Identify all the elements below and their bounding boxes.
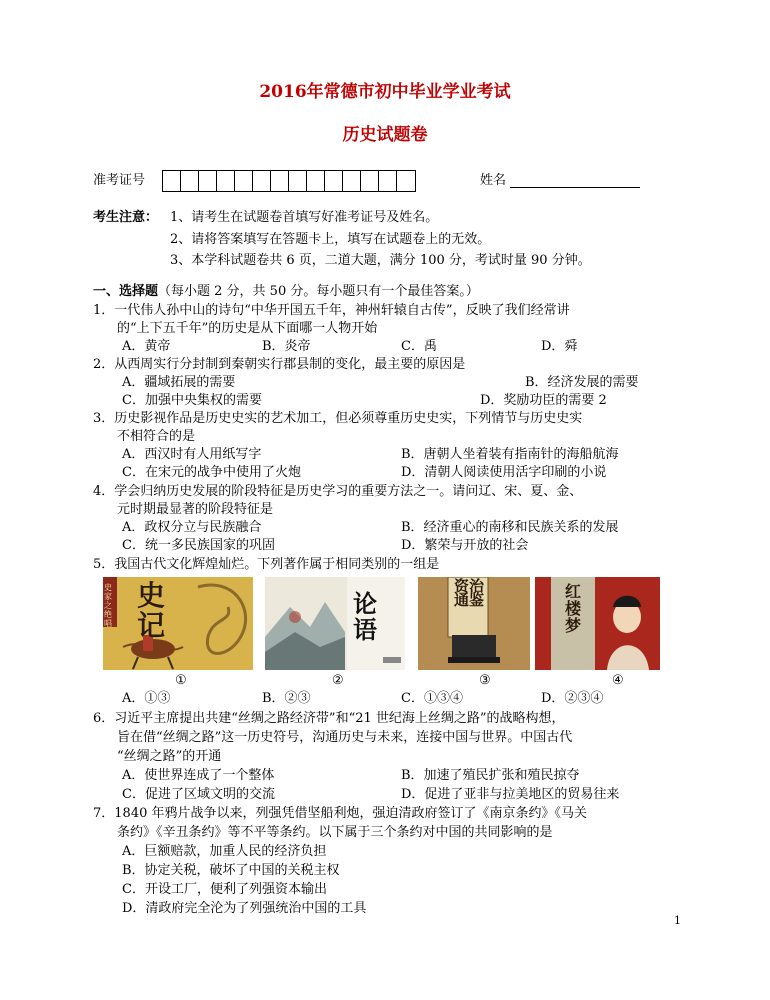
lunyu-title: 论语: [353, 589, 377, 644]
id-digit-cell[interactable]: [181, 171, 199, 191]
option-c: C．禹: [401, 339, 437, 354]
zizhitongjian-title: 资治通鉴: [454, 577, 485, 609]
option-a: A．政权分立与民族融合: [122, 520, 262, 535]
option-d: D．舜: [541, 339, 578, 354]
option-b: B．经济重心的南移和民族关系的发展: [401, 520, 619, 535]
id-digit-cell[interactable]: [379, 171, 397, 191]
book-cover-shiji: [103, 577, 253, 670]
hongloumeng-illustration: [535, 577, 660, 670]
image-caption: ①: [175, 673, 187, 688]
option-c: C．开设工厂，便利了列强资本输出: [122, 882, 327, 897]
id-digit-cell[interactable]: [397, 171, 415, 191]
book-cover-zizhitongjian: [418, 577, 530, 670]
id-digit-cell[interactable]: [307, 171, 325, 191]
option-b: B．炎帝: [262, 339, 311, 354]
option-c: C．在宋元的战争中使用了火炮: [122, 465, 301, 480]
notice-label: 考生注意：: [93, 210, 159, 225]
name-label: 姓名: [480, 173, 507, 188]
hongloumeng-title: 红楼梦: [565, 582, 582, 635]
option-c: C．加强中央集权的需要: [122, 393, 262, 408]
notice-item: 3、本学科试题卷共 6 页，二道大题，满分 100 分，考试时量 90 分钟。: [170, 253, 591, 268]
option-c: C．促进了区域文明的交流: [122, 787, 275, 802]
option-b: B．加速了殖民扩张和殖民掠夺: [401, 768, 580, 783]
id-digit-cell[interactable]: [361, 171, 379, 191]
option-d: D．繁荣与开放的社会: [401, 538, 529, 553]
id-digit-cell[interactable]: [163, 171, 181, 191]
image-caption: ③: [479, 673, 491, 688]
question-stem: 2．从西周实行分封制到秦朝实行郡县制的变化，最主要的原因是: [93, 357, 466, 372]
option-a: A．巨额赔款，加重人民的经济负担: [122, 844, 327, 859]
option-d: D．促进了亚非与拉美地区的贸易往来: [401, 787, 620, 802]
question-stem: “丝绸之路”的开通: [117, 749, 222, 764]
option-a: A．①③: [122, 691, 171, 706]
notice-item: 2、请将答案填写在答题卡上，填写在试题卷上的无效。: [170, 232, 491, 247]
question-stem: 条约》《辛丑条约》等不平等条约。以下属于三个条约对中国的共同影响的是: [117, 825, 553, 840]
id-digit-cell[interactable]: [217, 171, 235, 191]
option-d: D．清朝人阅读使用活字印刷的小说: [401, 465, 607, 480]
question-stem: 不相符合的是: [117, 429, 196, 444]
option-b: B．②③: [262, 691, 311, 706]
id-label: 准考证号: [93, 173, 146, 188]
id-digit-cell[interactable]: [289, 171, 307, 191]
question-stem: 旨在借“丝绸之路”这一历史符号，沟通历史与未来，连接中国与世界。中国古代: [117, 730, 573, 745]
option-b: B．协定关税，破坏了中国的关税主权: [122, 863, 340, 878]
question-stem: 的“上下五千年”的历史是从下面哪一人物开始: [117, 321, 378, 336]
question-stem: 元时期最显著的阶段特征是: [117, 502, 274, 517]
option-c: C．统一多民族国家的巩固: [122, 538, 275, 553]
section-description: （每小题 2 分，共 50 分。每小题只有一个最佳答案。）: [158, 284, 479, 299]
option-b: B．唐朝人坐着装有指南针的海船航海: [401, 447, 619, 462]
section-heading: 一、选择题: [93, 284, 159, 299]
id-digit-cell[interactable]: [235, 171, 253, 191]
question-stem: 5．我国古代文化辉煌灿烂。下列著作属于相同类别的一组是: [93, 557, 440, 572]
option-a: A．黄帝: [122, 339, 171, 354]
id-digit-cell[interactable]: [325, 171, 343, 191]
question-stem: 4．学会归纳历史发展的阶段特征是历史学习的重要方法之一。请问辽、宋、夏、金、: [93, 484, 583, 499]
lunyu-illustration: [265, 577, 405, 670]
question-stem: 6．习近平主席提出共建“丝绸之路经济带”和“21 世纪海上丝绸之路”的战略构想，: [93, 711, 565, 726]
page-number: 1: [674, 914, 681, 927]
id-number-grid[interactable]: [162, 170, 416, 192]
exam-subtitle: 历史试题卷: [342, 125, 428, 145]
book-cover-hongloumeng: [535, 577, 660, 670]
id-digit-cell[interactable]: [271, 171, 289, 191]
shiji-illustration: [103, 577, 253, 670]
option-d: D．②③④: [541, 691, 604, 706]
question-stem: 3．历史影视作品是历史史实的艺术加工，但必须尊重历史史实，下列情节与历史史实: [93, 411, 583, 426]
image-caption: ②: [332, 673, 344, 688]
book-cover-lunyu: [265, 577, 405, 670]
id-digit-cell[interactable]: [199, 171, 217, 191]
image-caption: ④: [612, 673, 624, 688]
shiji-side-text: 史家之绝唱: [104, 583, 112, 628]
question-stem: 1．一代伟人孙中山的诗句“中华开国五千年，神州轩辕自古传”，反映了我们经常讲: [93, 303, 570, 318]
option-d: D．清政府完全沦为了列强统治中国的工具: [122, 901, 367, 916]
option-a: A．使世界连成了一个整体: [122, 768, 275, 783]
option-a: A．西汉时有人用纸写字: [122, 447, 262, 462]
id-digit-cell[interactable]: [343, 171, 361, 191]
option-a: A．疆域拓展的需要: [122, 375, 236, 390]
shiji-title: 史记: [137, 579, 166, 642]
name-blank-line[interactable]: [510, 187, 640, 188]
question-stem: 7．1840 年鸦片战争以来，列强凭借坚船利炮，强迫清政府签订了《南京条约》《马关: [93, 806, 587, 821]
option-c: C．①③④: [401, 691, 463, 706]
exam-title: 2016年常德市初中毕业学业考试: [259, 82, 511, 102]
id-digit-cell[interactable]: [253, 171, 271, 191]
section-heading-block: [93, 283, 479, 301]
notice-item: 1、请考生在试题卷首填写好准考证号及姓名。: [170, 210, 439, 225]
option-d: D．奖励功臣的需要 2: [480, 393, 607, 408]
option-b: B．经济发展的需要: [525, 375, 639, 390]
